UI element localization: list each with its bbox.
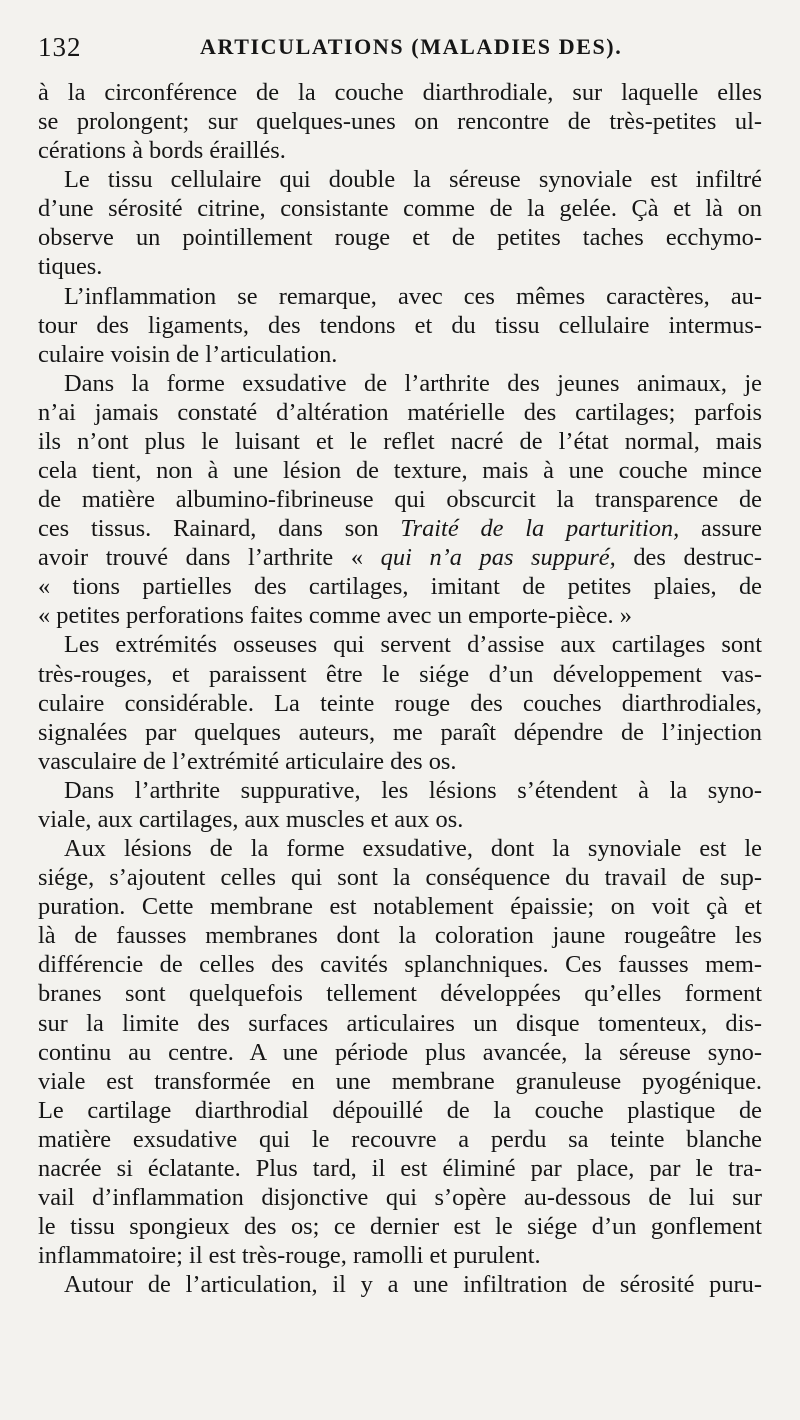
text-line: ils n’ont plus le luisant et le reflet nacré de l’état normal, mais xyxy=(38,427,762,455)
text-line: viale, aux cartilages, aux muscles et aux os. xyxy=(38,805,464,833)
text-line: observe un pointillement rouge et de petites taches ecchymo- xyxy=(38,224,762,252)
italic-text-segment: Traité de la parturition, xyxy=(400,515,680,543)
text-line: vail d’inflammation disjonctive qui s’opère au-dessous de lui sur xyxy=(38,1183,762,1211)
text-line: Dans l’arthrite suppurative, les lésions s’étendent à la syno- xyxy=(64,776,762,804)
italic-text-segment: qui n’a pas suppuré, xyxy=(380,544,616,572)
text-line: puration. Cette membrane est notablement épaissie; on voit çà et xyxy=(38,893,762,921)
body-text xyxy=(38,78,762,1299)
text-line: signalées par quelques auteurs, me paraît dépendre de l’injection xyxy=(38,718,762,746)
text-line: se prolongent; sur quelques-unes on rencontre de très-petites ul- xyxy=(38,108,762,136)
page-header xyxy=(38,30,778,70)
text-line: continu au centre. A une période plus avancée, la séreuse syno- xyxy=(38,1038,762,1066)
text-line: cela tient, non à une lésion de texture, mais à une couche mince xyxy=(38,457,762,485)
text-line: Le tissu cellulaire qui double la séreuse synoviale est infiltré xyxy=(64,166,762,194)
text-line: culaire voisin de l’articulation. xyxy=(38,340,338,368)
text-line: « tions partielles des cartilages, imitant de petites plaies, de xyxy=(38,573,762,601)
text-line: nacrée si éclatante. Plus tard, il est éliminé par place, par le tra- xyxy=(38,1154,762,1182)
text-line: de matière albumino-fibrineuse qui obscurcit la transparence de xyxy=(38,486,762,514)
text-line: tour des ligaments, des tendons et du tissu cellulaire intermus- xyxy=(38,311,762,339)
text-segment: assure xyxy=(679,515,762,543)
text-line: branes sont quelquefois tellement développées qu’elles forment xyxy=(38,980,762,1008)
text-line: d’une sérosité citrine, consistante comme de la gelée. Çà et là on xyxy=(38,195,762,223)
text-line: « petites perforations faites comme avec un emporte-pièce. » xyxy=(38,602,632,630)
text-line: Les extrémités osseuses qui servent d’assise aux cartilages sont xyxy=(64,631,762,659)
text-line: différencie de celles des cavités splanchniques. Ces fausses mem- xyxy=(38,951,762,979)
text-line: inflammatoire; il est très-rouge, ramolli et purulent. xyxy=(38,1242,541,1270)
text-segment: des destruc- xyxy=(615,544,763,572)
text-line: vasculaire de l’extrémité articulaire des os. xyxy=(38,747,457,775)
text-line: le tissu spongieux des os; ce dernier est le siége d’un gonflement xyxy=(38,1213,762,1241)
text-line: très-rouges, et paraissent être le siége d’un développement vas- xyxy=(38,660,762,688)
text-line xyxy=(38,543,762,572)
text-line: viale est transformée en une membrane granuleuse pyogénique. xyxy=(38,1067,762,1095)
text-line: à la circonférence de la couche diarthrodiale, sur laquelle elles xyxy=(38,79,762,106)
text-line: matière exsudative qui le recouvre a perdu sa teinte blanche xyxy=(38,1125,762,1153)
text-line: tiques. xyxy=(38,253,103,281)
text-segment: ces tissus. Rainard, dans son xyxy=(38,515,401,543)
text-segment: avoir trouvé dans l’arthrite « xyxy=(38,544,381,572)
page-number: 132 xyxy=(38,32,82,62)
text-line: cérations à bords éraillés. xyxy=(38,137,286,165)
text-line: culaire considérable. La teinte rouge des couches diarthrodiales, xyxy=(38,689,762,717)
text-line: Autour de l’articulation, il y a une infiltration de sérosité puru- xyxy=(64,1271,762,1299)
text-line: sur la limite des surfaces articulaires un disque tomenteux, dis- xyxy=(38,1009,762,1037)
text-line: Aux lésions de la forme exsudative, dont la synoviale est le xyxy=(64,835,762,863)
text-line: Dans la forme exsudative de l’arthrite des jeunes animaux, je xyxy=(64,369,762,397)
text-line: L’inflammation se remarque, avec ces mêmes caractères, au- xyxy=(64,282,762,310)
text-line: là de fausses membranes dont la coloration jaune rougeâtre les xyxy=(38,922,762,950)
text-line: siége, s’ajoutent celles qui sont la conséquence du travail de sup- xyxy=(38,864,762,892)
text-line: Le cartilage diarthrodial dépouillé de la couche plastique de xyxy=(38,1096,762,1124)
running-title: ARTICULATIONS (MALADIES DES). xyxy=(200,34,623,59)
text-line: n’ai jamais constaté d’altération matérielle des cartilages; parfois xyxy=(38,398,762,426)
text-line xyxy=(38,514,762,543)
